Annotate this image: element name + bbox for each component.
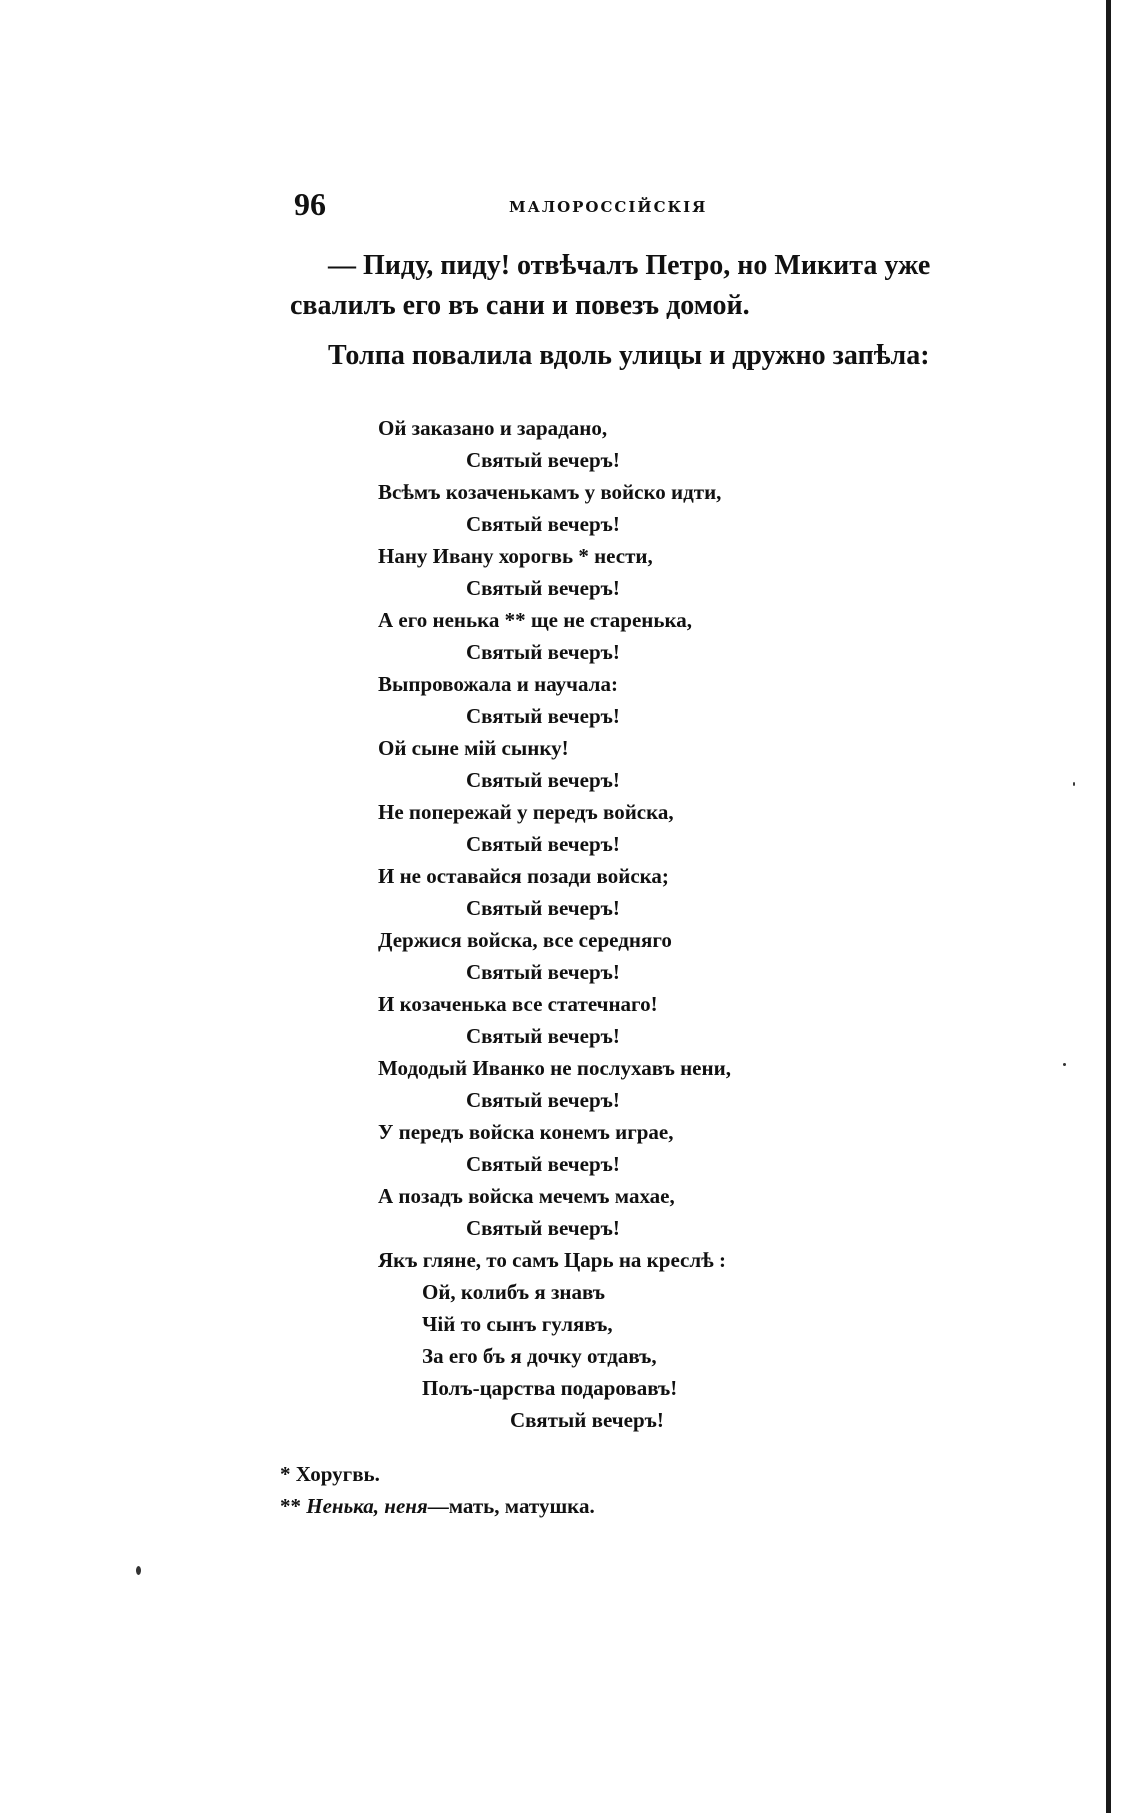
song-line: Святый вечеръ! [466, 896, 620, 920]
ink-speck [1063, 1063, 1066, 1066]
song-line: Святый вечеръ! [466, 640, 620, 664]
song-line: Святый вечеръ! [466, 704, 620, 728]
page-edge-line [1106, 0, 1111, 1813]
song-line: Ой заказано и зарадано, [378, 416, 608, 440]
song-line: Не поперeжай у передъ войска, [378, 800, 674, 824]
song-line: Святый вечеръ! [510, 1408, 664, 1432]
footnote-2-marker: ** [280, 1494, 301, 1518]
footnote-2-text: —мать, матушка. [427, 1494, 595, 1518]
song-line: И не оставайся позади войска; [378, 864, 669, 888]
song-line: Полъ-царства подаровавъ! [422, 1376, 678, 1400]
song-verse-block [370, 412, 890, 1436]
song-line: Святый вечеръ! [466, 1024, 620, 1048]
page-header [294, 186, 1026, 236]
footnote-2-term: Ненька, неня [306, 1494, 428, 1518]
footnote-1-marker: * [280, 1462, 291, 1486]
footnote-1 [280, 1458, 595, 1490]
song-line: А позадъ войска мечемъ махае, [378, 1184, 675, 1208]
paragraph-2: Толпа повалила вдоль улицы и дружно запѣла: [328, 340, 930, 371]
ink-speck [136, 1566, 141, 1575]
song-line: Святый вечеръ! [466, 960, 620, 984]
song-line: Нану Ивану хорогвь * нести, [378, 544, 653, 568]
paragraph-1-line-1: — Пиду, пиду! отвѣчалъ Петро, но Микита уже [328, 250, 931, 281]
page-number: 96 [294, 186, 326, 222]
song-line: Святый вечеръ! [466, 832, 620, 856]
song-line: Святый вечеръ! [466, 448, 620, 472]
ink-speck [1073, 782, 1075, 786]
song-line: И козаченька все статечнаго! [378, 992, 658, 1016]
song-line: Ой, колибъ я знавъ [422, 1280, 606, 1304]
song-line: Якъ гляне, то самъ Царь на креслѣ : [378, 1248, 726, 1272]
song-line: У передъ войска конемъ играе, [378, 1120, 674, 1144]
song-line: Чій то сынъ гулявъ, [422, 1312, 613, 1336]
song-line: Святый вечеръ! [466, 1088, 620, 1112]
song-line: Святый вечеръ! [466, 1152, 620, 1176]
song-line: Мододый Иванко не послухавъ нени, [378, 1056, 731, 1080]
footnotes [280, 1458, 595, 1522]
song-line: Святый вечеръ! [466, 576, 620, 600]
song-line: Держися войска, все середняго [378, 928, 672, 952]
song-line: Всѣмъ козаченькамъ у войско идти, [378, 480, 722, 504]
paragraph-1-line-2: свалилъ его въ сани и повезъ домой. [290, 290, 750, 321]
song-line: Святый вечеръ! [466, 768, 620, 792]
footnote-1-text: Хоругвь. [295, 1462, 380, 1486]
song-line: За его бъ я дочку отдавъ, [422, 1344, 657, 1368]
running-head: малороссійскія [509, 192, 708, 218]
prose-block [290, 246, 1032, 376]
song-line: Святый вечеръ! [466, 512, 620, 536]
song-line: Ой сыне мій сынку! [378, 736, 569, 760]
footnote-2 [280, 1490, 595, 1522]
song-line: Святый вечеръ! [466, 1216, 620, 1240]
song-line: А его ненька ** ще не старенька, [378, 608, 693, 632]
song-line: Выпровожала и научала: [378, 672, 618, 696]
